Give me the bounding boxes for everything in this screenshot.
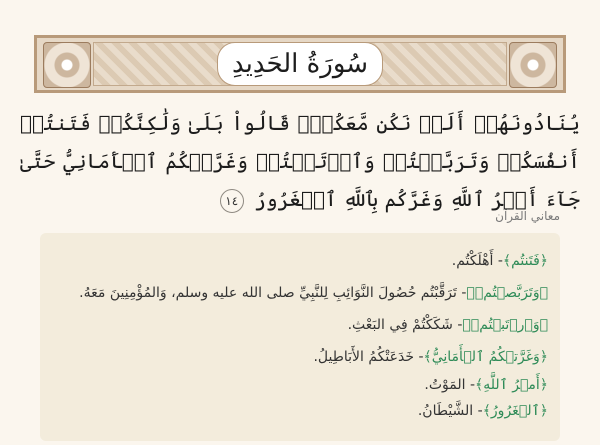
meaning-definition: الشَّيْطَانُ. xyxy=(417,403,474,419)
surah-title: سُورَةُ الحَدِيدِ xyxy=(231,49,369,79)
meaning-term: ﴿ٱلۡغَرُورُ﴾ xyxy=(482,403,548,419)
meaning-entry: ﴿أَمۡرُ ٱللَّهِ﴾- المَوْتُ. xyxy=(424,377,548,393)
meaning-entry: ﴿فَتَنتُم﴾- أَهْلَكْتُم. xyxy=(451,253,548,269)
ayah-number: ١٤ xyxy=(220,189,244,213)
meaning-term: ﴿أَمۡرُ ٱللَّهِ﴾ xyxy=(475,377,548,393)
meaning-definition: شَكَكْتُمْ فِي البَعْثِ. xyxy=(347,317,453,333)
verse-text xyxy=(20,104,580,211)
meaning-definition: أَهْلَكْتُم. xyxy=(451,253,494,269)
meaning-definition: المَوْتُ. xyxy=(424,377,466,393)
meaning-definition: خَدَعَتْكُمُ الأَبَاطِيلُ. xyxy=(313,349,414,365)
meaning-entry: ﴿ٱلۡغَرُورُ﴾- الشَّيْطَانُ. xyxy=(417,403,548,419)
verse-line-1: يُنَادُونَهُمۡ أَلَمۡ نَكُن مَّعَكُمۡۖ قَالُواْ بَلَىٰ وَلَٰكِنَّكُمۡ فَتَنتُمۡ أَنفُسَكُمۡ وَتَرَبَّصۡتُمۡ xyxy=(20,111,580,173)
surah-header-banner xyxy=(34,35,566,93)
meanings-box xyxy=(40,233,560,441)
meaning-entry: ﴿وَٱرۡتَبۡتُمۡ﴾- شَكَكْتُمْ فِي البَعْثِ. xyxy=(347,317,548,333)
meanings-section-label: معاني القرآن xyxy=(495,209,560,223)
meaning-definition: تَرَقَّبْتُم حُصُولَ النَّوَائِبِ لِلنَّبِيِّ صلى الله عليه وسلم، وَالمُؤْمِنِينَ مَعَهُ. xyxy=(79,285,457,301)
meaning-term: ﴿وَتَرَبَّصۡتُمۡ﴾ xyxy=(466,285,548,301)
meaning-term: ﴿فَتَنتُم﴾ xyxy=(502,253,548,269)
surah-title-frame xyxy=(217,42,383,86)
meaning-term: ﴿وَغَرَّتۡكُمُ ٱلۡأَمَانِيُّ﴾ xyxy=(423,349,548,365)
meaning-entry: ﴿وَتَرَبَّصۡتُمۡ﴾- تَرَقَّبْتُم حُصُولَ النَّوَائِبِ لِلنَّبِيِّ صلى الله عليه وسلم، وَالمُؤْمِنِينَ مَعَهُ. xyxy=(79,285,548,301)
meaning-entry: ﴿وَغَرَّتۡكُمُ ٱلۡأَمَانِيُّ﴾- خَدَعَتْكُمُ الأَبَاطِيلُ. xyxy=(313,349,548,365)
ornament-right-icon xyxy=(509,42,557,88)
ornament-left-icon xyxy=(43,42,91,88)
meaning-term: ﴿وَٱرۡتَبۡتُمۡ﴾ xyxy=(462,317,548,333)
verse-line-2: وَٱرۡتَبۡتُمۡ وَغَرَّتۡكُمُ ٱلۡأَمَانِيُّ حَتَّىٰ جَآءَ أَمۡرُ ٱللَّهِ وَغَرَّكُم بِٱللَّهِ ٱلۡغَرُورُ xyxy=(20,149,580,211)
